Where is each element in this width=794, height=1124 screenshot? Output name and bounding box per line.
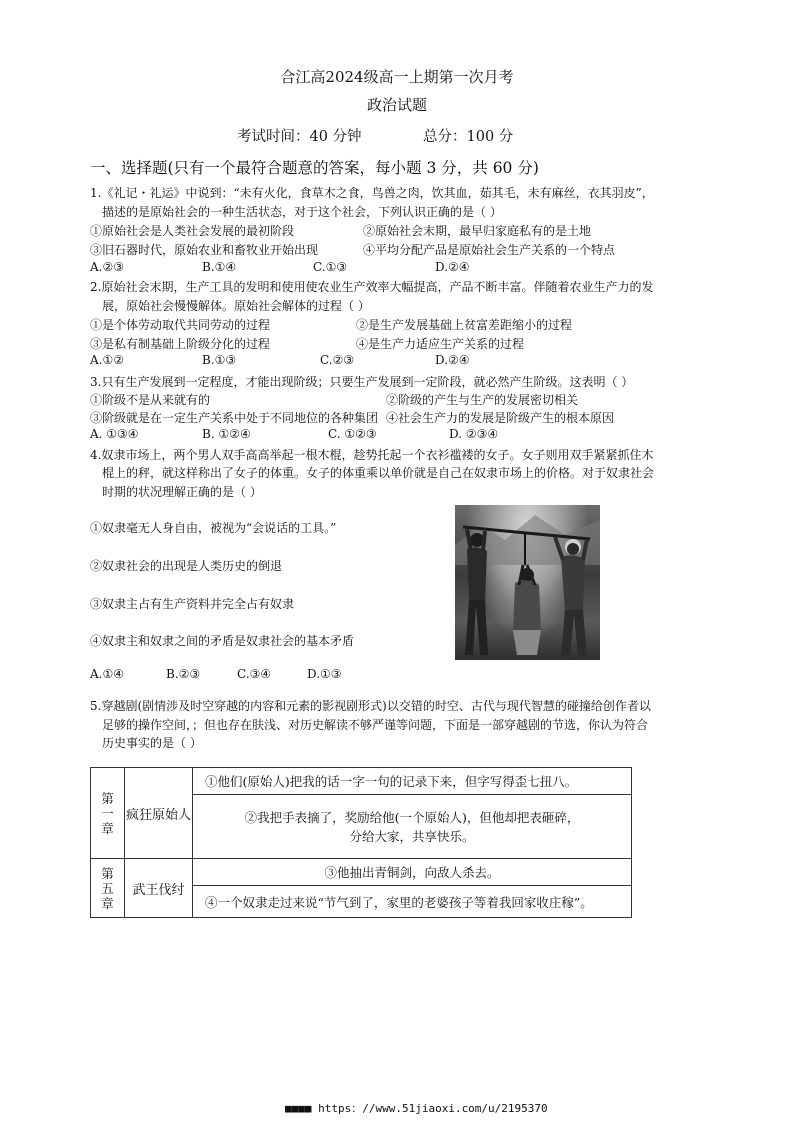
choice-c: C.①③ (313, 260, 348, 274)
statement-1: ①是个体劳动取代共同劳动的过程 (90, 318, 271, 332)
choice-d: D.①③ (307, 667, 342, 681)
chapter-label: 第五章 (101, 865, 114, 911)
section-heading: 一、选择题(只有一个最符合题意的答案，每小题 3 分，共 60 分) (90, 159, 539, 177)
statement-1: ①奴隶毫无人身自由，被视为“会说话的工具。” (90, 521, 337, 535)
choice-a: A.②③ (90, 260, 124, 274)
drama-excerpt-table (90, 767, 632, 918)
photo-illustration (455, 505, 600, 660)
cell-line: 分给大家，共享快乐。 (349, 828, 475, 844)
chapter-cell (91, 859, 125, 918)
episode-title: 武王伐纣 (125, 859, 193, 918)
choice-a: A. ①③④ (90, 427, 139, 441)
question-stem: 棍上的秤，就这样称出了女子的体重。女子的体重乘以单价就是自己在奴隶市场上的价格。对于奴隶社会 (102, 466, 655, 480)
choice-d: D.②④ (435, 353, 470, 367)
choice-a: A.①④ (90, 667, 124, 681)
slave-market-photo (455, 505, 600, 660)
question-stem: 时期的状况理解正确的是（ ） (102, 485, 262, 499)
chapter-label: 第一章 (101, 790, 114, 836)
choice-c: C.②③ (320, 353, 355, 367)
exam-time: 考试时间：40 分钟 (237, 129, 362, 145)
table-cell (193, 795, 632, 859)
statement-3: ③是私有制基础上阶级分化的过程 (90, 337, 271, 351)
choice-b: B.①④ (202, 260, 237, 274)
table-cell: ④一个奴隶走过来说“节气到了，家里的老婆孩子等着我回家收庄稼”。 (193, 886, 632, 918)
choice-b: B. ①②④ (202, 427, 251, 441)
question-stem: 足够的操作空间，；但也存在肤浅、对历史解读不够严谨等问题，下面是一部穿越剧的节选，你认为符合 (102, 718, 649, 732)
statement-3: ③旧石器时代，原始农业和畜牧业开始出现 (90, 243, 319, 257)
choice-d: D.②④ (435, 260, 470, 274)
total-score: 总分：100 分 (423, 129, 514, 145)
question-stem: 3.只有生产发展到一定程度，才能出现阶级；只要生产发展到一定阶段，就必然产生阶级。这表明（ ） (90, 375, 634, 389)
question-stem: 历史事实的是（ ） (102, 736, 202, 750)
cell-line: ②我把手表摘了，奖励给他(一个原始人)，但他却把表砸碎， (244, 809, 580, 825)
question-stem: 展，原始社会慢慢解体。原始社会解体的过程（ ） (102, 299, 370, 313)
question-stem: 4.奴隶市场上，两个男人双手高高举起一根木棍，趁势托起一个衣衫褴褛的女子。女子则用双手紧紧抓住木 (90, 448, 654, 462)
table-cell: ③他抽出青铜剑，向敌人杀去。 (193, 859, 632, 886)
statement-3: ③奴隶主占有生产资料并完全占有奴隶 (90, 597, 295, 611)
episode-title: 疯狂原始人 (125, 768, 193, 859)
table-row (91, 859, 632, 886)
footer-url[interactable]: ■■■■ https：//www.51jiaoxi.com/u/2195370 (285, 1102, 548, 1115)
question-stem: 5.穿越剧(剧情涉及时空穿越的内容和元素的影视剧形式)以交错的时空、古代与现代智慧的碰撞给创作者以 (90, 699, 651, 713)
choice-c: C.③④ (237, 667, 272, 681)
question-stem: 1.《礼记・礼运》中说到：“未有火化，食草木之食，鸟兽之肉，饮其血，茹其毛，未有麻丝，衣其羽皮”， (90, 186, 654, 200)
statement-4: ④平均分配产品是原始社会生产关系的一个特点 (363, 243, 616, 257)
statement-3: ③阶级就是在一定生产关系中处于不同地位的各种集团 (90, 411, 379, 425)
statement-2: ②是生产发展基础上贫富差距缩小的过程 (356, 318, 573, 332)
statement-2: ②奴隶社会的出现是人类历史的倒退 (90, 559, 283, 573)
question-stem: 2.原始社会末期，生产工具的发明和使用使农业生产效率大幅提高，产品不断丰富。伴随着农业生产力的发 (90, 280, 654, 294)
question-stem: 描述的是原始社会的一种生活状态，对于这个社会，下列认识正确的是（ ） (102, 205, 502, 219)
choice-a: A.①② (90, 353, 124, 367)
choice-b: B.①③ (202, 353, 237, 367)
chapter-cell (91, 768, 125, 859)
statement-4: ④社会生产力的发展是阶级产生的根本原因 (386, 411, 615, 425)
statement-4: ④是生产力适应生产关系的过程 (356, 337, 525, 351)
statement-2: ②阶级的产生与生产的发展密切相关 (386, 393, 579, 407)
subject-title: 政治试题 (366, 96, 427, 114)
statement-4: ④奴隶主和奴隶之间的矛盾是奴隶社会的基本矛盾 (90, 634, 355, 648)
statement-1: ①原始社会是人类社会发展的最初阶段 (90, 224, 295, 238)
exam-title: 合江高2024级高一上期第一次月考 (280, 68, 514, 86)
statement-2: ②原始社会末期，最早归家庭私有的是土地 (363, 224, 592, 238)
statement-1: ①阶级不是从来就有的 (90, 393, 211, 407)
table-cell: ①他们(原始人)把我的话一字一句的记录下来，但字写得歪七扭八。 (193, 768, 632, 795)
choice-d: D. ②③④ (449, 427, 499, 441)
table-row (91, 768, 632, 795)
choice-b: B.②③ (166, 667, 201, 681)
choice-c: C. ①②③ (328, 427, 377, 441)
